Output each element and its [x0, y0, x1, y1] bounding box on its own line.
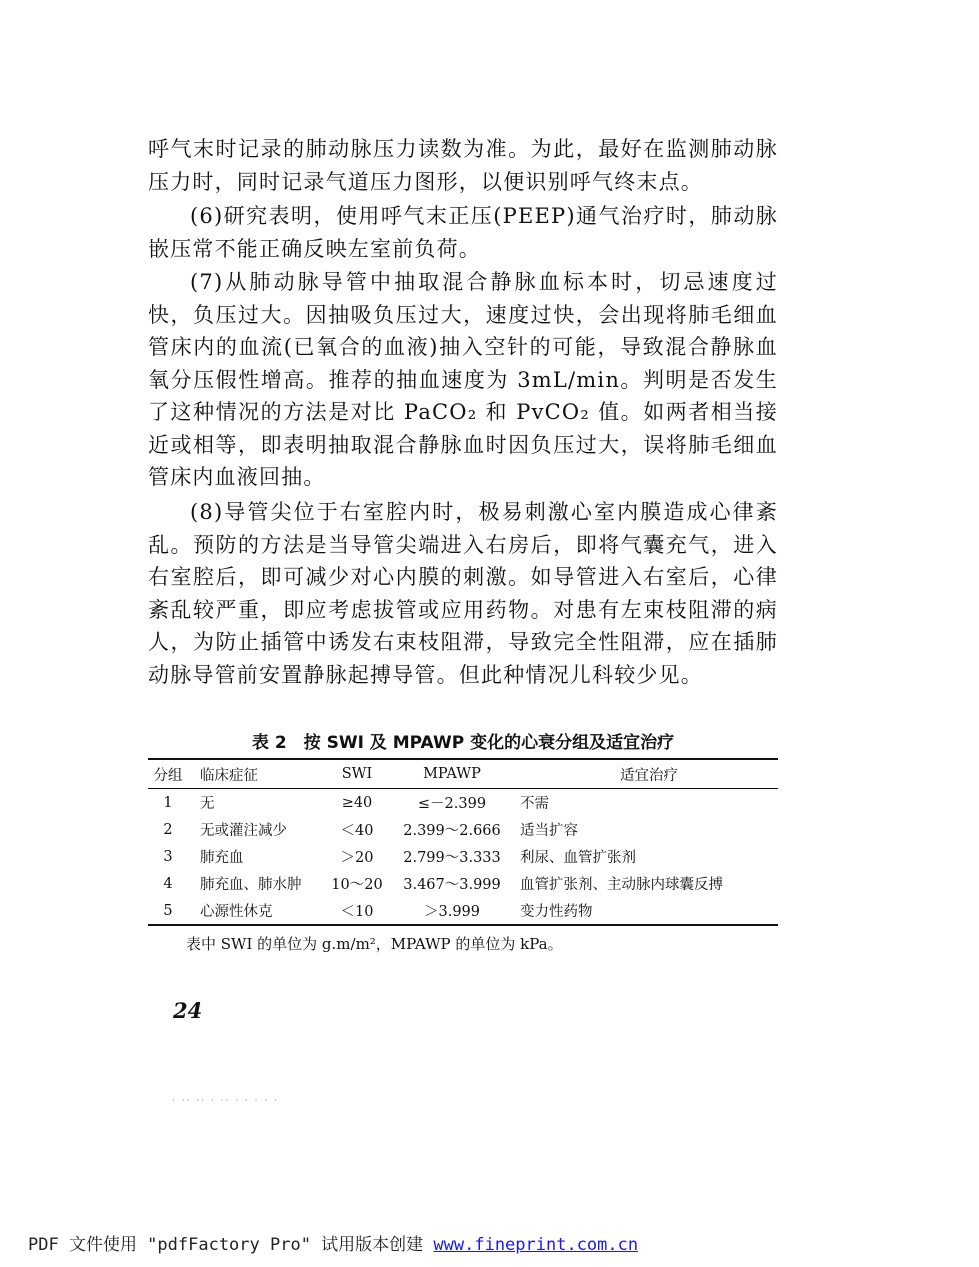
cell-group: 2	[163, 821, 173, 838]
cell-swi: ＜10	[340, 904, 374, 920]
cell-swi: ≥40	[341, 794, 373, 811]
table-row	[148, 870, 778, 897]
header-cell-mpawp: MPAWP	[423, 766, 481, 782]
cell-symptoms: 心源性休克	[200, 904, 273, 920]
paragraph-1: 呼气末时记录的肺动脉压力读数为准。为此，最好在监测肺动脉压力时，同时记录气道压力图形，以便识别呼气终末点。	[148, 137, 778, 194]
header-cell-treatment: 适宜治疗	[620, 767, 678, 784]
table-footnote: 表中 SWI 的单位为 g.m/m²，MPAWP 的单位为 kPa。	[186, 935, 563, 953]
cell-swi: ＞20	[340, 850, 374, 866]
data-table	[148, 758, 778, 926]
cell-mpawp: ＞3.999	[423, 904, 480, 920]
table-caption: 表 2 按 SWI 及 MPAWP 变化的心衰分组及适宜治疗	[251, 733, 675, 753]
cell-mpawp: ≤－2.399	[417, 796, 487, 812]
table-header-row	[148, 760, 778, 788]
table-row	[148, 789, 778, 816]
table-bottom-rule	[148, 924, 778, 926]
cell-treatment: 适当扩容	[520, 823, 578, 839]
paragraph-3: (7)从肺动脉导管中抽取混合静脉血标本时，切忌速度过快，负压过大。因抽吸负压过大，速度过快，会出现将肺毛细血管床内的血流(已氧合的血液)抽入空针的可能，导致混合静脉血氧分压假性增高。推荐的抽血速度为 3mL/min。判明是否发生了这种情况的方法是对比 PaCO₂ 和 PvCO₂ 值。如两者相当接近或相等，即表明抽取混合静脉血时因负压过大，误将肺毛细血管床内血液回抽。	[148, 270, 778, 489]
cell-symptoms: 无	[200, 796, 215, 812]
cell-treatment: 利尿、血管扩张剂	[520, 850, 636, 866]
footer-text: PDF 文件使用 "pdfFactory Pro" 试用版本创建	[28, 1235, 434, 1255]
cell-mpawp: 3.467～3.999	[403, 877, 501, 893]
table-row	[148, 897, 778, 924]
table-row	[148, 843, 778, 870]
header-cell-symptoms: 临床症征	[200, 767, 258, 784]
paragraph-4: (8)导管尖位于右室腔内时，极易刺激心室内膜造成心律紊乱。预防的方法是当导管尖端进入右房后，即将气囊充气，进入右室腔后，即可减少对心内膜的刺激。如导管进入右室后，心律紊乱较严重，即应考虑拔管或应用药物。对患有左束枝阻滞的病人，为防止插管中诱发右束枝阻滞，导致完全性阻滞，应在插肺动脉导管前安置静脉起搏导管。但此种情况儿科较少见。	[148, 500, 778, 687]
footer-link[interactable]: www.fineprint.com.cn	[433, 1235, 639, 1255]
header-cell-group: 分组	[153, 767, 183, 784]
cell-mpawp: 2.799～3.333	[403, 850, 501, 866]
cell-treatment: 变力性药物	[520, 904, 593, 920]
cell-group: 1	[163, 794, 173, 811]
cell-symptoms: 肺充血、肺水肿	[200, 877, 302, 893]
table-row	[148, 816, 778, 843]
cell-group: 4	[163, 875, 173, 892]
cell-group: 3	[163, 848, 173, 865]
paragraph-2: (6)研究表明，使用呼气末正压(PEEP)通气治疗时，肺动脉嵌压常不能正确反映左室前负荷。	[148, 204, 778, 261]
cell-symptoms: 无或灌注减少	[200, 823, 287, 839]
cell-group: 5	[163, 902, 173, 919]
cell-swi: ＜40	[340, 823, 374, 839]
pdf-footer	[28, 1230, 638, 1255]
cell-treatment: 血管扩张剂、主动脉内球囊反搏	[520, 877, 723, 893]
page-number: 24	[173, 998, 203, 1023]
header-cell-swi: SWI	[341, 766, 373, 782]
cell-swi: 10～20	[331, 877, 383, 893]
scan-artifact: · ·· ·· · ·· · · · · ·	[172, 1096, 279, 1106]
cell-mpawp: 2.399～2.666	[403, 823, 501, 839]
cell-symptoms: 肺充血	[200, 850, 244, 866]
cell-treatment: 不需	[520, 796, 549, 812]
